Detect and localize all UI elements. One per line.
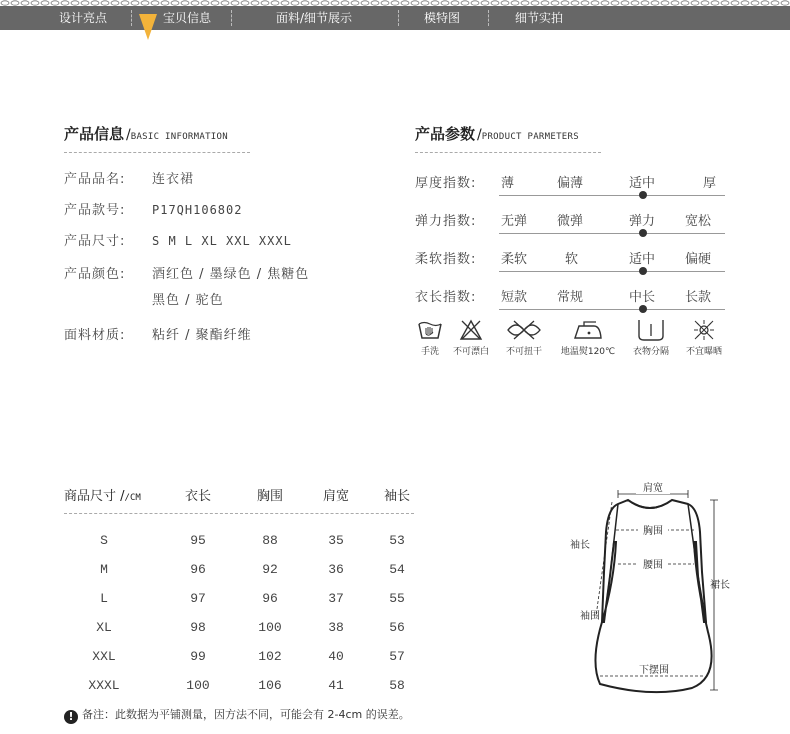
no-bleach-icon bbox=[458, 318, 484, 342]
param-row-softness: 柔软指数: 柔软 软 适中 偏硬 bbox=[415, 248, 725, 278]
label-hem: 下摆围 bbox=[639, 665, 669, 676]
size-value-cell: 54 bbox=[389, 562, 405, 577]
size-value-cell: 96 bbox=[262, 591, 278, 606]
separate-wash-icon bbox=[636, 318, 666, 342]
size-value-cell: 36 bbox=[328, 562, 344, 577]
divider bbox=[64, 152, 250, 153]
size-value-cell: 37 bbox=[328, 591, 344, 606]
size-col-sleeve: 袖长 bbox=[383, 489, 410, 504]
param-option: 偏硬 bbox=[685, 252, 712, 267]
param-option: 弹力 bbox=[629, 214, 656, 229]
no-sun-dry-icon bbox=[691, 318, 717, 342]
param-scale-line bbox=[499, 233, 725, 234]
param-option: 柔软 bbox=[501, 252, 528, 267]
size-value-cell: 106 bbox=[258, 678, 282, 693]
param-selected-dot bbox=[639, 305, 647, 313]
size-value-cell: 88 bbox=[262, 533, 278, 548]
warning-icon: ! bbox=[64, 710, 78, 724]
size-value-cell: 102 bbox=[258, 649, 282, 664]
param-option: 适中 bbox=[629, 176, 656, 191]
label-length: 裙长 bbox=[710, 580, 730, 591]
label-shoulder: 肩宽 bbox=[643, 483, 663, 494]
measurement-note: ! 备注：此数据为平铺测量，因方法不同，可能会有 2-4cm 的误差。 bbox=[64, 706, 410, 724]
iron-low-icon bbox=[572, 318, 604, 342]
param-option: 软 bbox=[565, 252, 579, 267]
section-nav bbox=[0, 6, 790, 30]
size-table-header-label: 商品尺寸 //CM bbox=[64, 489, 141, 504]
size-label-cell: S bbox=[100, 533, 108, 548]
param-option: 宽松 bbox=[685, 214, 712, 229]
info-row-name: 产品品名: 连衣裙 bbox=[64, 172, 195, 187]
nav-separator bbox=[131, 10, 132, 26]
label-sleeve: 袖长 bbox=[570, 540, 590, 551]
label-cuff: 袖围 bbox=[580, 611, 600, 622]
product-info-title: 产品信息 /BASIC INFORMATION bbox=[64, 125, 228, 143]
param-scale-line bbox=[499, 309, 725, 310]
care-no-wring: 不可扭干 bbox=[494, 318, 554, 357]
size-value-cell: 92 bbox=[262, 562, 278, 577]
nav-separator bbox=[398, 10, 399, 26]
param-option: 常规 bbox=[557, 290, 584, 305]
size-label-cell: M bbox=[100, 562, 108, 577]
info-row-material: 面料材质: 粘纤 / 聚酯纤维 bbox=[64, 328, 252, 343]
param-scale-line bbox=[499, 195, 725, 196]
param-row-thickness: 厚度指数: 薄 偏薄 适中 厚 bbox=[415, 172, 725, 202]
size-value-cell: 100 bbox=[186, 678, 210, 693]
size-value-cell: 57 bbox=[389, 649, 405, 664]
size-col-chest: 胸围 bbox=[256, 489, 283, 504]
size-value-cell: 38 bbox=[328, 620, 344, 635]
param-row-elasticity: 弹力指数: 无弹 微弹 弹力 宽松 bbox=[415, 210, 725, 240]
care-no-sun-dry: 不宜曝晒 bbox=[674, 318, 734, 357]
param-option: 微弹 bbox=[557, 214, 584, 229]
care-iron-low: 地温熨120℃ bbox=[558, 318, 618, 357]
hand-wash-icon bbox=[417, 318, 443, 342]
size-value-cell: 95 bbox=[190, 533, 206, 548]
param-option: 中长 bbox=[629, 290, 656, 305]
nav-tab-product-info[interactable]: 宝贝信息 bbox=[162, 11, 211, 25]
size-value-cell: 56 bbox=[389, 620, 405, 635]
active-tab-marker bbox=[139, 14, 157, 40]
info-row-sizes: 产品尺寸: S M L XL XXL XXXL bbox=[64, 234, 292, 249]
param-option: 长款 bbox=[685, 290, 712, 305]
param-selected-dot bbox=[639, 267, 647, 275]
info-row-style-no: 产品款号: P17QH106802 bbox=[64, 203, 243, 218]
info-row-colors: 产品颜色: 酒红色 / 墨绿色 / 焦糖色 黑色 / 驼色 bbox=[64, 267, 310, 308]
size-value-cell: 98 bbox=[190, 620, 206, 635]
no-wring-icon bbox=[504, 318, 544, 342]
care-hand-wash: 手洗 bbox=[400, 318, 460, 357]
size-value-cell: 97 bbox=[190, 591, 206, 606]
size-col-length: 衣长 bbox=[184, 489, 211, 504]
size-value-cell: 53 bbox=[389, 533, 405, 548]
label-waist: 腰围 bbox=[643, 560, 663, 571]
size-value-cell: 40 bbox=[328, 649, 344, 664]
size-value-cell: 55 bbox=[389, 591, 405, 606]
care-no-bleach: 不可漂白 bbox=[441, 318, 501, 357]
param-selected-dot bbox=[639, 229, 647, 237]
size-col-shoulder: 肩宽 bbox=[322, 489, 349, 504]
care-separate-wash: 衣物分隔 bbox=[621, 318, 681, 357]
size-label-cell: L bbox=[100, 591, 108, 606]
divider bbox=[415, 152, 601, 153]
param-scale-line bbox=[499, 271, 725, 272]
size-label-cell: XL bbox=[96, 620, 112, 635]
divider bbox=[64, 513, 414, 514]
nav-tab-fabric-details[interactable]: 面料/细节展示 bbox=[275, 11, 353, 25]
size-label-cell: XXXL bbox=[88, 678, 120, 693]
nav-separator bbox=[231, 10, 232, 26]
param-row-length: 衣长指数: 短款 常规 中长 长款 bbox=[415, 286, 725, 316]
param-option: 适中 bbox=[629, 252, 656, 267]
param-option: 厚 bbox=[703, 176, 717, 191]
parameters-title: 产品参数 /PRODUCT PARMETERS bbox=[415, 125, 579, 143]
size-value-cell: 96 bbox=[190, 562, 206, 577]
nav-tab-model[interactable]: 模特图 bbox=[423, 11, 460, 25]
size-value-cell: 35 bbox=[328, 533, 344, 548]
param-option: 无弹 bbox=[501, 214, 528, 229]
param-option: 薄 bbox=[501, 176, 515, 191]
size-label-cell: XXL bbox=[92, 649, 116, 664]
param-selected-dot bbox=[639, 191, 647, 199]
size-value-cell: 41 bbox=[328, 678, 344, 693]
dress-measurement-diagram bbox=[560, 472, 790, 712]
param-option: 偏薄 bbox=[557, 176, 584, 191]
nav-tab-real-shots[interactable]: 细节实拍 bbox=[514, 11, 563, 25]
label-chest: 胸围 bbox=[643, 526, 663, 537]
size-value-cell: 58 bbox=[389, 678, 405, 693]
param-option: 短款 bbox=[501, 290, 528, 305]
size-value-cell: 99 bbox=[190, 649, 206, 664]
nav-tab-highlights[interactable]: 设计亮点 bbox=[58, 11, 107, 25]
size-value-cell: 100 bbox=[258, 620, 282, 635]
nav-separator bbox=[488, 10, 489, 26]
